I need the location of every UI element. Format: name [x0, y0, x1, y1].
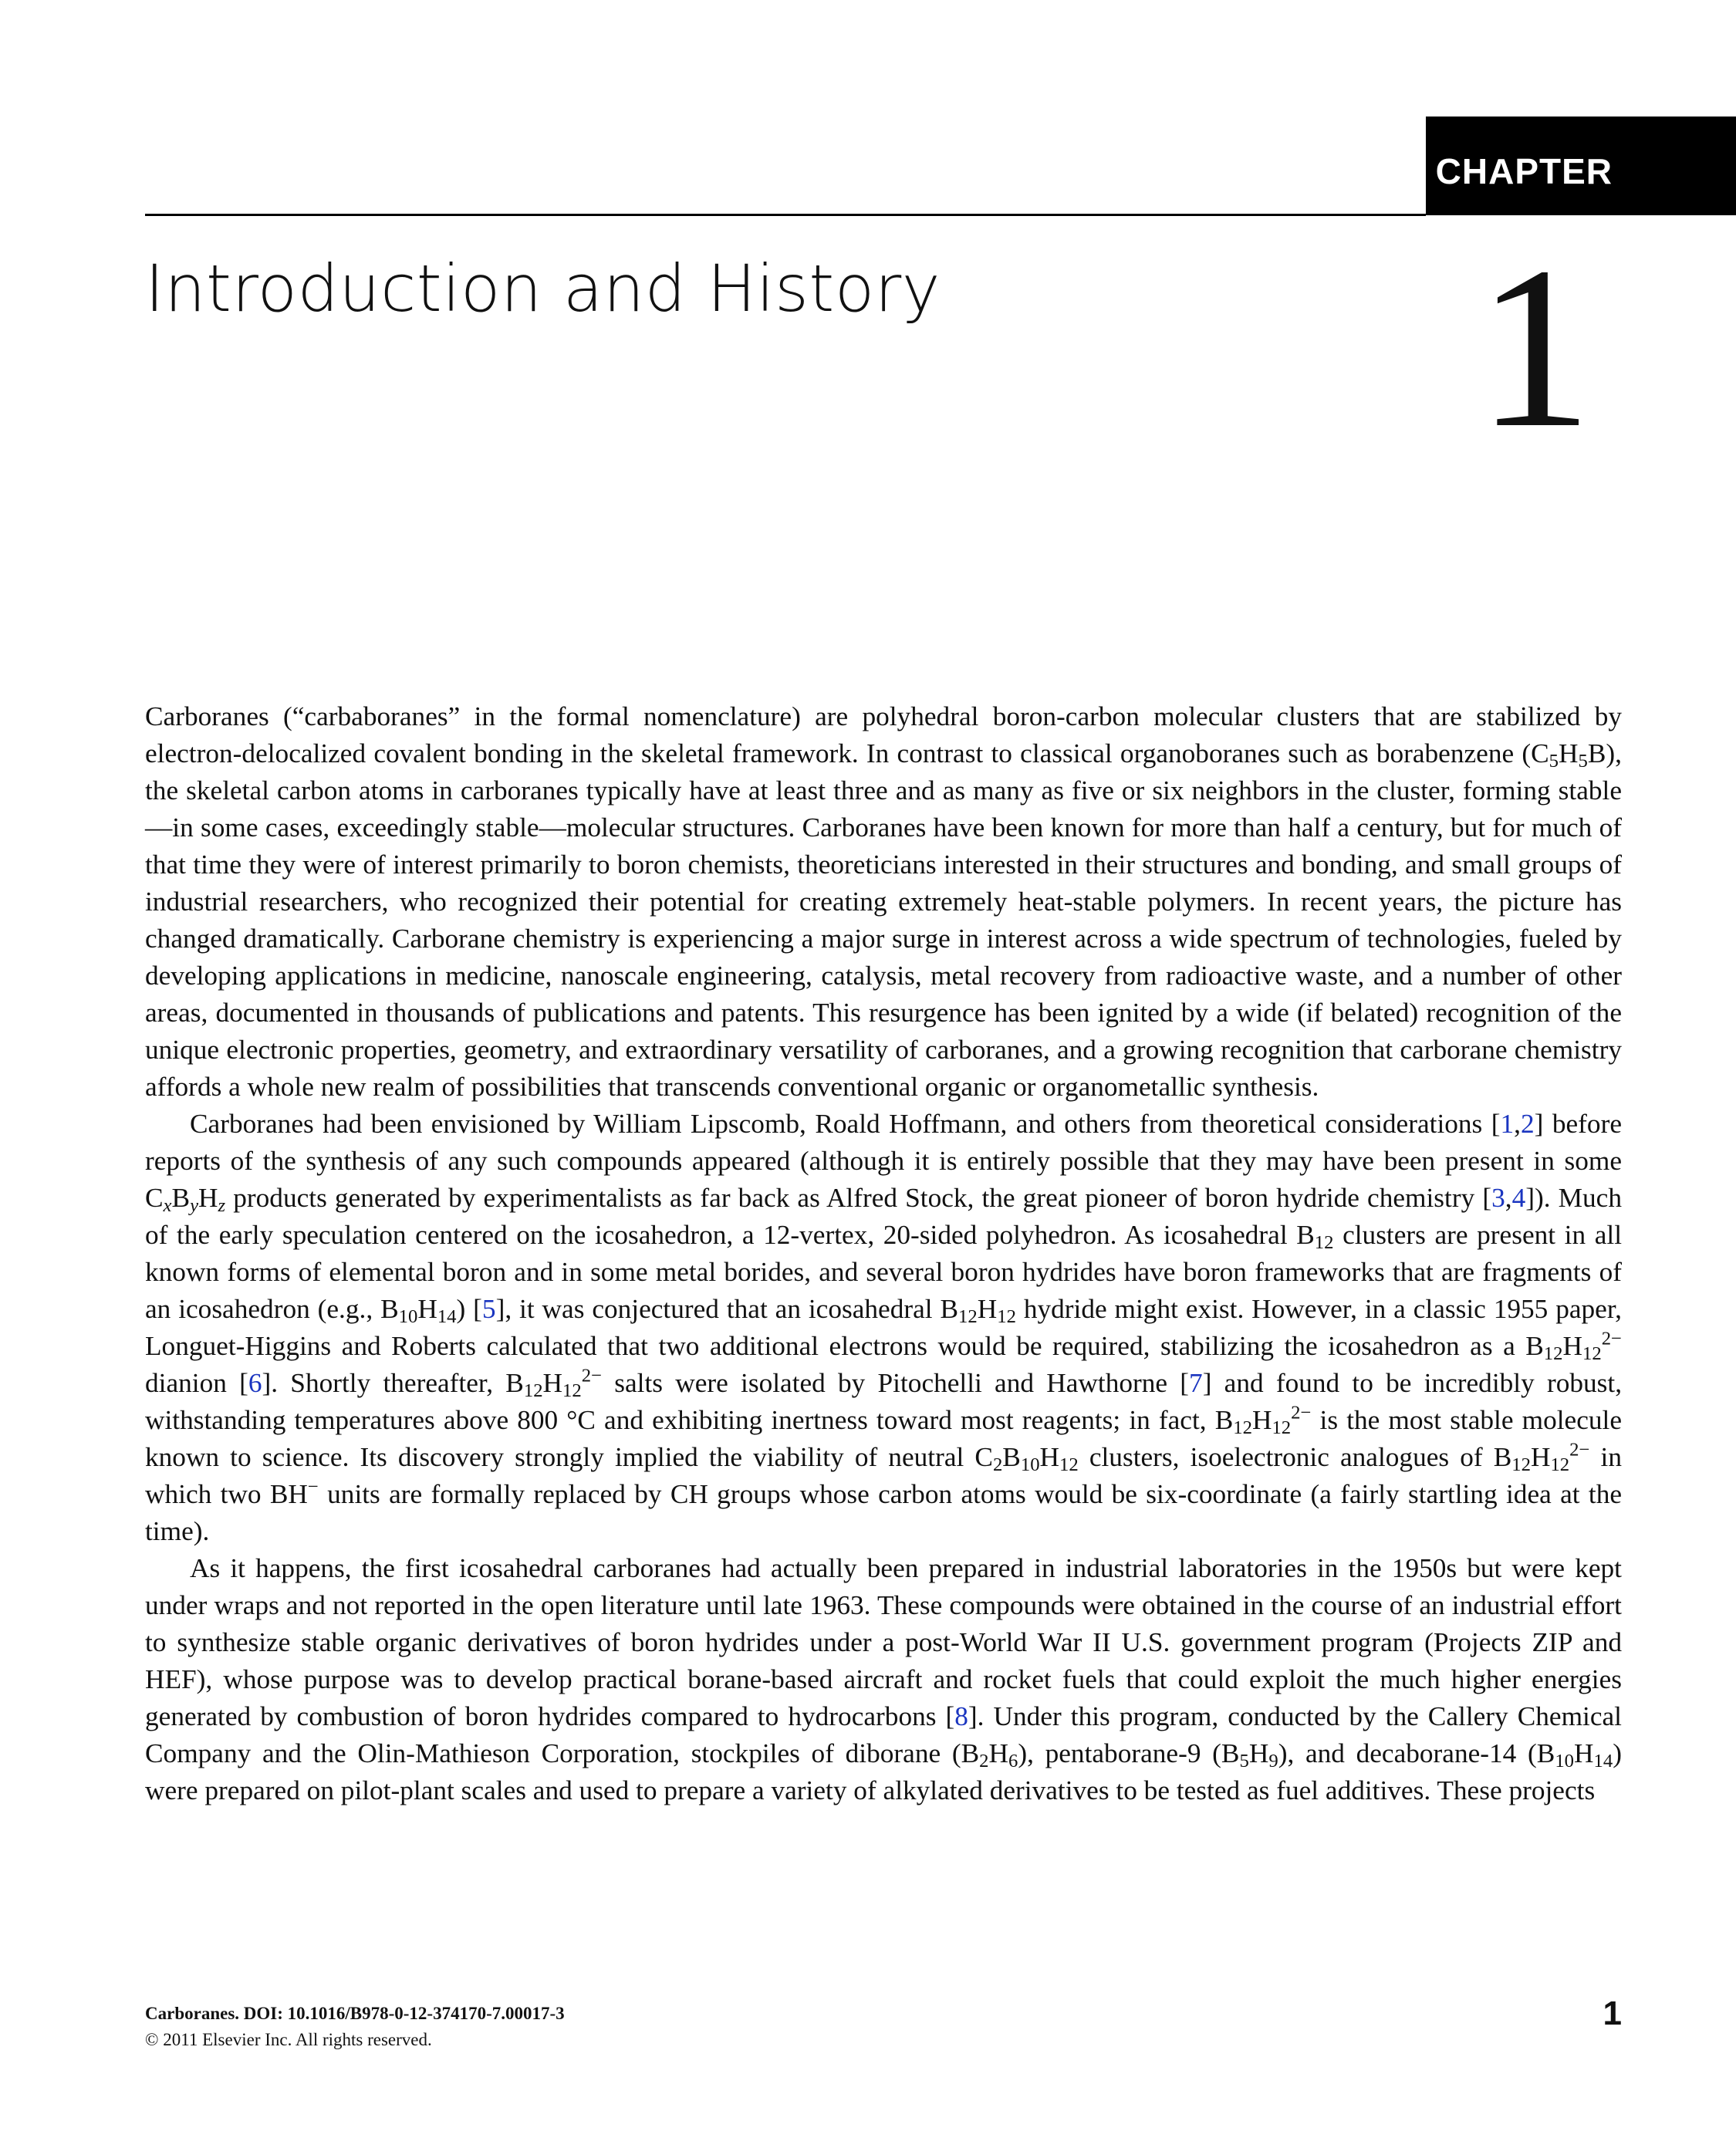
paragraph-2: Carboranes had been envisioned by William Lipscomb, Roald Hoffmann, and others from theoretical considerations [1,2] before reports of the synthesis of any such compounds appeared (although it is entirely possible that they may have been present in some $C_xB_yH_z$ products generated by experimentalists as far back as Alfred Stock, the great pioneer of boron hydride chemistry [3,4]). Much of the early speculation centered on the icosahedron, a 12-vertex, 20-sided polyhedron. As icosahedral $B_{12}$ clusters are present in all known forms of elemental boron and in some metal borides, and several boron hydrides have boron frameworks that are fragments of an icosahedron (e.g., $B_{10}H_{14}$) [5], it was conjectured that an icosahedral $B_{12}H_{12}$ hydride might exist. However, in a classic 1955 paper, Longuet-Higgins and Roberts calculated that two additional electrons would be required, stabilizing the icosahedron as a $B_{12}H_{12}^{2-}$ dianion [6]. Shortly thereafter, $B_{12}H_{12}^{2-}$ salts were isolated by Pitochelli and Hawthorne [7] and found to be incredibly robust, withstanding temperatures above 800 °C and exhibiting inertness toward most reagents; in fact, $B_{12}H_{12}^{2-}$ is the most stable molecule known to science. Its discovery strongly implied the viability of neutral $C_2B_{10}H_{12}$ clusters, isoelectronic analogues of $B_{12}H_{12}^{2-}$ in which two BH− units are formally replaced by CH groups whose carbon atoms would be six-coordinate (a fairly startling idea at the time). — [145, 1109, 1623, 1546]
chapter-label: CHAPTER — [1435, 151, 1613, 191]
citation-link[interactable]: 1 — [1500, 1109, 1515, 1139]
chapter-body — [145, 698, 1622, 1809]
doi-line: Carboranes. DOI: 10.1016/B978-0-12-374170-7.00017-3 — [145, 2004, 565, 2023]
citation-link[interactable]: 6 — [248, 1368, 262, 1398]
citation-link[interactable]: 2 — [1520, 1109, 1535, 1139]
header-rule — [145, 214, 1426, 216]
citation-link[interactable]: 4 — [1511, 1183, 1526, 1213]
chapter-number: 1 — [1477, 219, 1592, 475]
chapter-title: Introduction and History — [145, 251, 941, 326]
page-footer — [145, 2001, 565, 2053]
citation-link[interactable]: 7 — [1189, 1368, 1203, 1398]
citation-link[interactable]: 8 — [954, 1701, 968, 1731]
citation-link[interactable]: 3 — [1491, 1183, 1505, 1213]
paragraph-3: As it happens, the first icosahedral carboranes had actually been prepared in industrial laboratories in the 1950s but were kept under wraps and not reported in the open literature until late 1963. These compounds were obtained in the course of an industrial effort to synthesize stable organic derivatives of boron hydrides under a post-World War II U.S. government program (Projects ZIP and HEF), whose purpose was to develop practical borane-based aircraft and rocket fuels that could exploit the much higher energies generated by combustion of boron hydrides compared to hydrocarbons [8]. Under this program, conducted by the Callery Chemical Company and the Olin-Mathieson Corporation, stockpiles of diborane $(B_2H_6)$, pentaborane-9 $(B_5H_9)$, and decaborane-14 $(B_{10}H_{14})$ were prepared on pilot-plant scales and used to prepare a variety of alkylated derivatives to be tested as fuel additives. These projects — [145, 1553, 1622, 1805]
paragraph-1: Carboranes (“carbaboranes” in the formal nomenclature) are polyhedral boron-carbon molecular clusters that are stabilized by electron-delocalized covalent bonding in the skeletal framework. In contrast to classical organoboranes such as borabenzene $(C_5H_5B)$, the skeletal carbon atoms in carboranes typically have at least three and as many as five or six neighbors in the cluster, forming stable—in some cases, exceedingly stable—molecular structures. Carboranes have been known for more than half a century, but for much of that time they were of interest primarily to boron chemists, theoreticians interested in their structures and bonding, and small groups of industrial researchers, who recognized their potential for creating extremely heat-stable polymers. In recent years, the picture has changed dramatically. Carborane chemistry is experiencing a major surge in interest across a wide spectrum of technologies, fueled by developing applications in medicine, nanoscale engineering, catalysis, metal recovery from radioactive waste, and a number of other areas, documented in thousands of publications and patents. This resurgence has been ignited by a wide (if belated) recognition of the unique electronic properties, geometry, and extraordinary versatility of carboranes, and a growing recognition that carborane chemistry affords a whole new realm of possibilities that transcends conventional organic or organometallic synthesis. — [145, 701, 1622, 1102]
page-number: 1 — [1603, 1994, 1622, 2032]
copyright-line: © 2011 Elsevier Inc. All rights reserved. — [145, 2030, 432, 2049]
citation-link[interactable]: 5 — [481, 1294, 496, 1324]
